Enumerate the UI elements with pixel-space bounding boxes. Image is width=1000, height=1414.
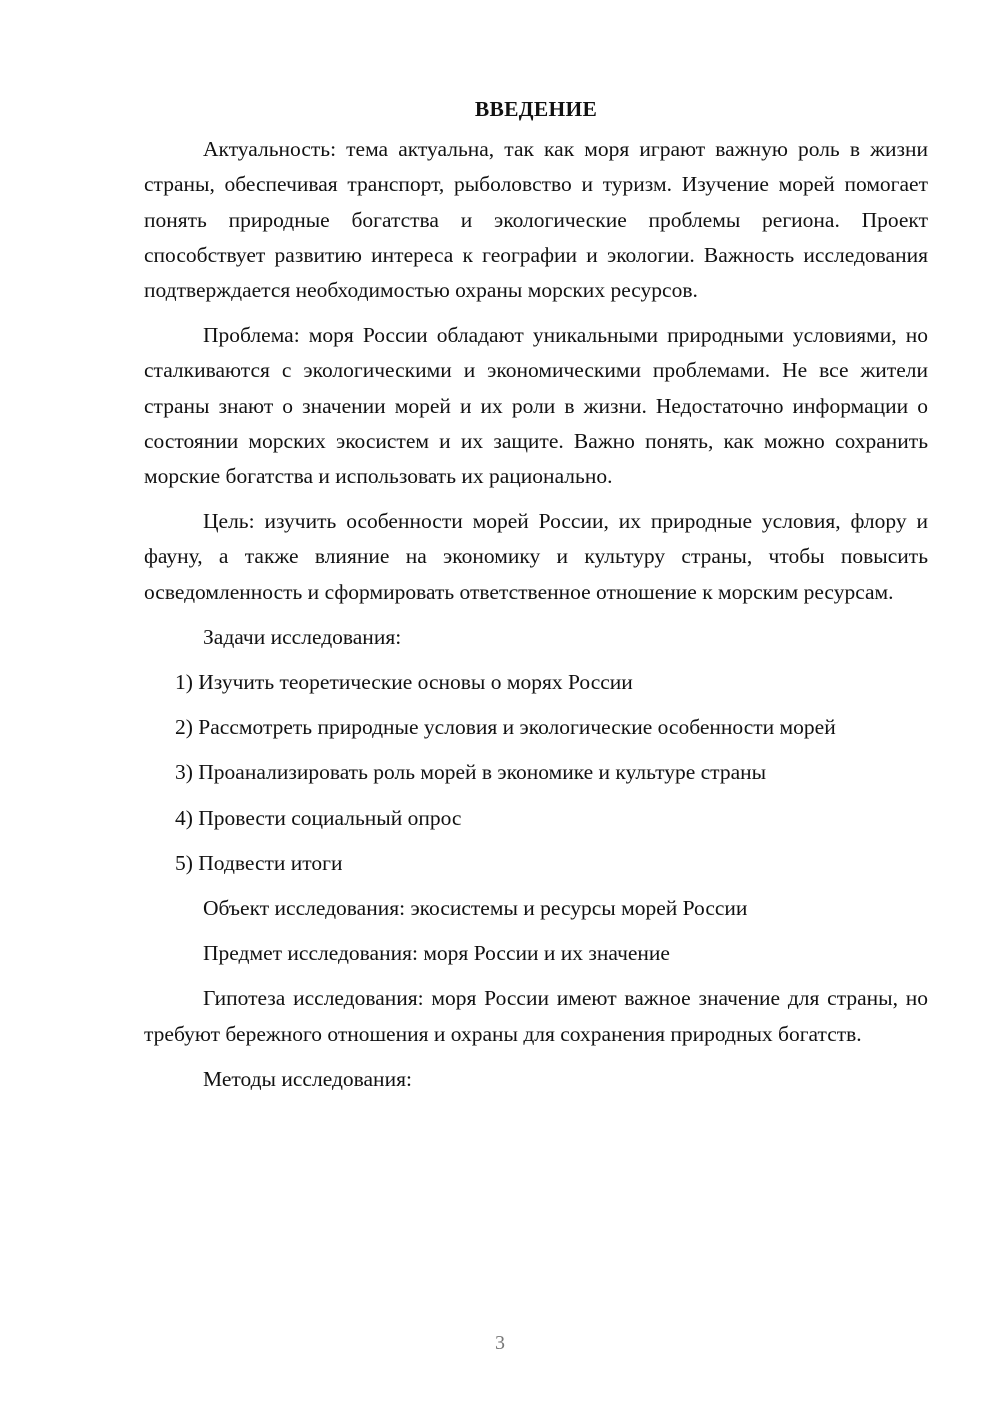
methods-heading: Методы исследования: (203, 1066, 412, 1091)
tasks-heading: Задачи исследования: (203, 624, 402, 649)
task-item-1: 1) Изучить теоретические основы о морях России (175, 670, 633, 695)
page-content (144, 92, 928, 1107)
research-hypothesis: Гипотеза исследования: моря России имеют важное значение для страны, но требуют бережного отношения и охраны для сохранения природных богатств. (144, 986, 928, 1046)
page-number: 3 (495, 1332, 505, 1354)
task-item-4: 4) Провести социальный опрос (175, 805, 462, 830)
task-item-5: 5) Подвести итоги (175, 850, 343, 875)
problem-paragraph: Проблема: моря России обладают уникальными природными условиями, но сталкиваются с экологическими и экономическими проблемами. Не все жители страны знают о значении морей и их роли в жизни. Недостаточно информации о состоянии морских экосистем и их защите. Важно понять, как можно сохранить морские богатства и использовать их рационально. (144, 323, 928, 489)
goal-paragraph: Цель: изучить особенности морей России, их природные условия, флору и фауну, а также влияние на экономику и культуру страны, чтобы повысить осведомленность и сформировать ответственное отношение к морским ресурсам. (144, 509, 928, 604)
task-item-3: 3) Проанализировать роль морей в экономике и культуре страны (175, 760, 767, 785)
task-item-2: 2) Рассмотреть природные условия и экологические особенности морей (175, 715, 836, 740)
section-title: ВВЕДЕНИЕ (474, 97, 598, 121)
relevance-paragraph: Актуальность: тема актуальна, так как моря играют важную роль в жизни страны, обеспечивая транспорт, рыболовство и туризм. Изучение морей помогает понять природные богатства и экологические проблемы региона. Проект способствует развитию интереса к географии и экологии. Важность исследования подтверждается необходимостью охраны морских ресурсов. (144, 137, 928, 303)
research-subject: Предмет исследования: моря России и их значение (203, 941, 670, 966)
research-object: Объект исследования: экосистемы и ресурсы морей России (203, 896, 748, 921)
